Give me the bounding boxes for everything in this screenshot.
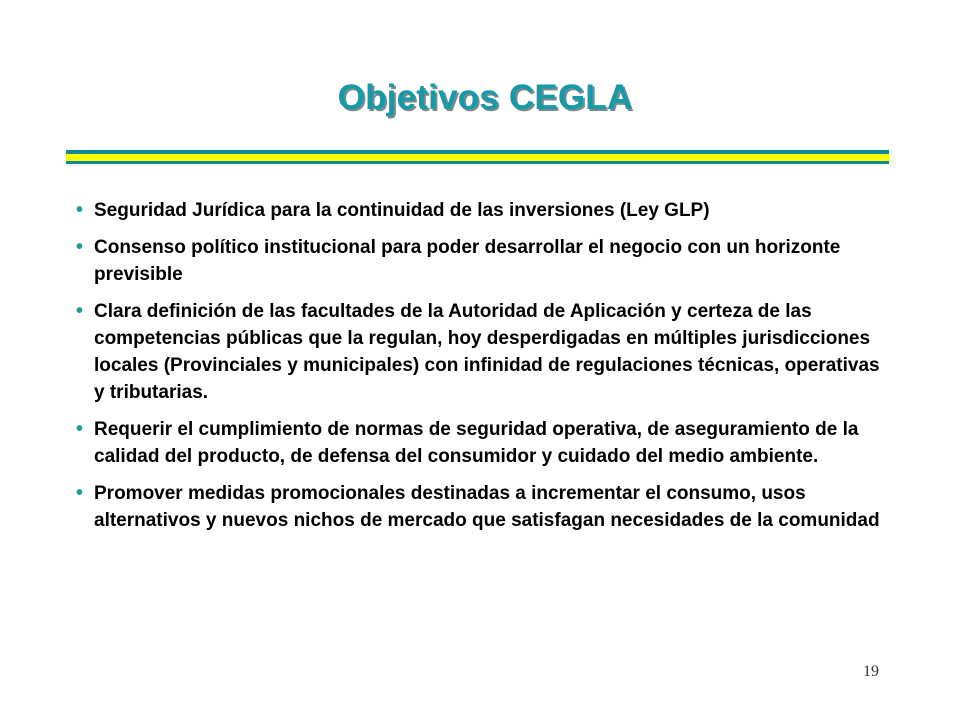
bullet-item xyxy=(74,480,894,534)
title-rule-bottom xyxy=(66,161,889,164)
bullet-icon: • xyxy=(76,418,84,440)
bullet-item xyxy=(74,416,894,470)
bullet-text: Clara definición de las facultades de la Autoridad de Aplicación y certeza de las competencias públicas que la regulan, hoy desperdigadas en múltiples jurisdicciones locales (Provinciales y municipales) con infinidad de regulaciones técnicas, operativas y tributarias. xyxy=(94,301,880,403)
slide-title: Objetivos CEGLA xyxy=(337,78,633,117)
bullet-icon: • xyxy=(76,236,84,258)
bullet-item xyxy=(74,234,894,288)
title-rule-middle xyxy=(66,154,889,161)
bullet-icon: • xyxy=(76,199,84,221)
bullet-text: Promover medidas promocionales destinadas a incrementar el consumo, usos alternativos y nuevos nichos de mercado que satisfagan necesidades de la comunidad xyxy=(94,483,880,531)
bullet-list xyxy=(74,197,894,544)
bullet-item xyxy=(74,197,894,224)
bullet-text: Consenso político institucional para poder desarrollar el negocio con un horizonte previsible xyxy=(94,237,841,285)
page-number: 19 xyxy=(863,663,879,680)
bullet-icon: • xyxy=(76,300,84,322)
bullet-text: Seguridad Jurídica para la continuidad de las inversiones (Ley GLP) xyxy=(94,200,710,221)
bullet-text: Requerir el cumplimiento de normas de seguridad operativa, de aseguramiento de la calidad del producto, de defensa del consumidor y cuidado del medio ambiente. xyxy=(94,419,859,467)
bullet-item xyxy=(74,298,894,406)
bullet-icon: • xyxy=(76,482,84,504)
